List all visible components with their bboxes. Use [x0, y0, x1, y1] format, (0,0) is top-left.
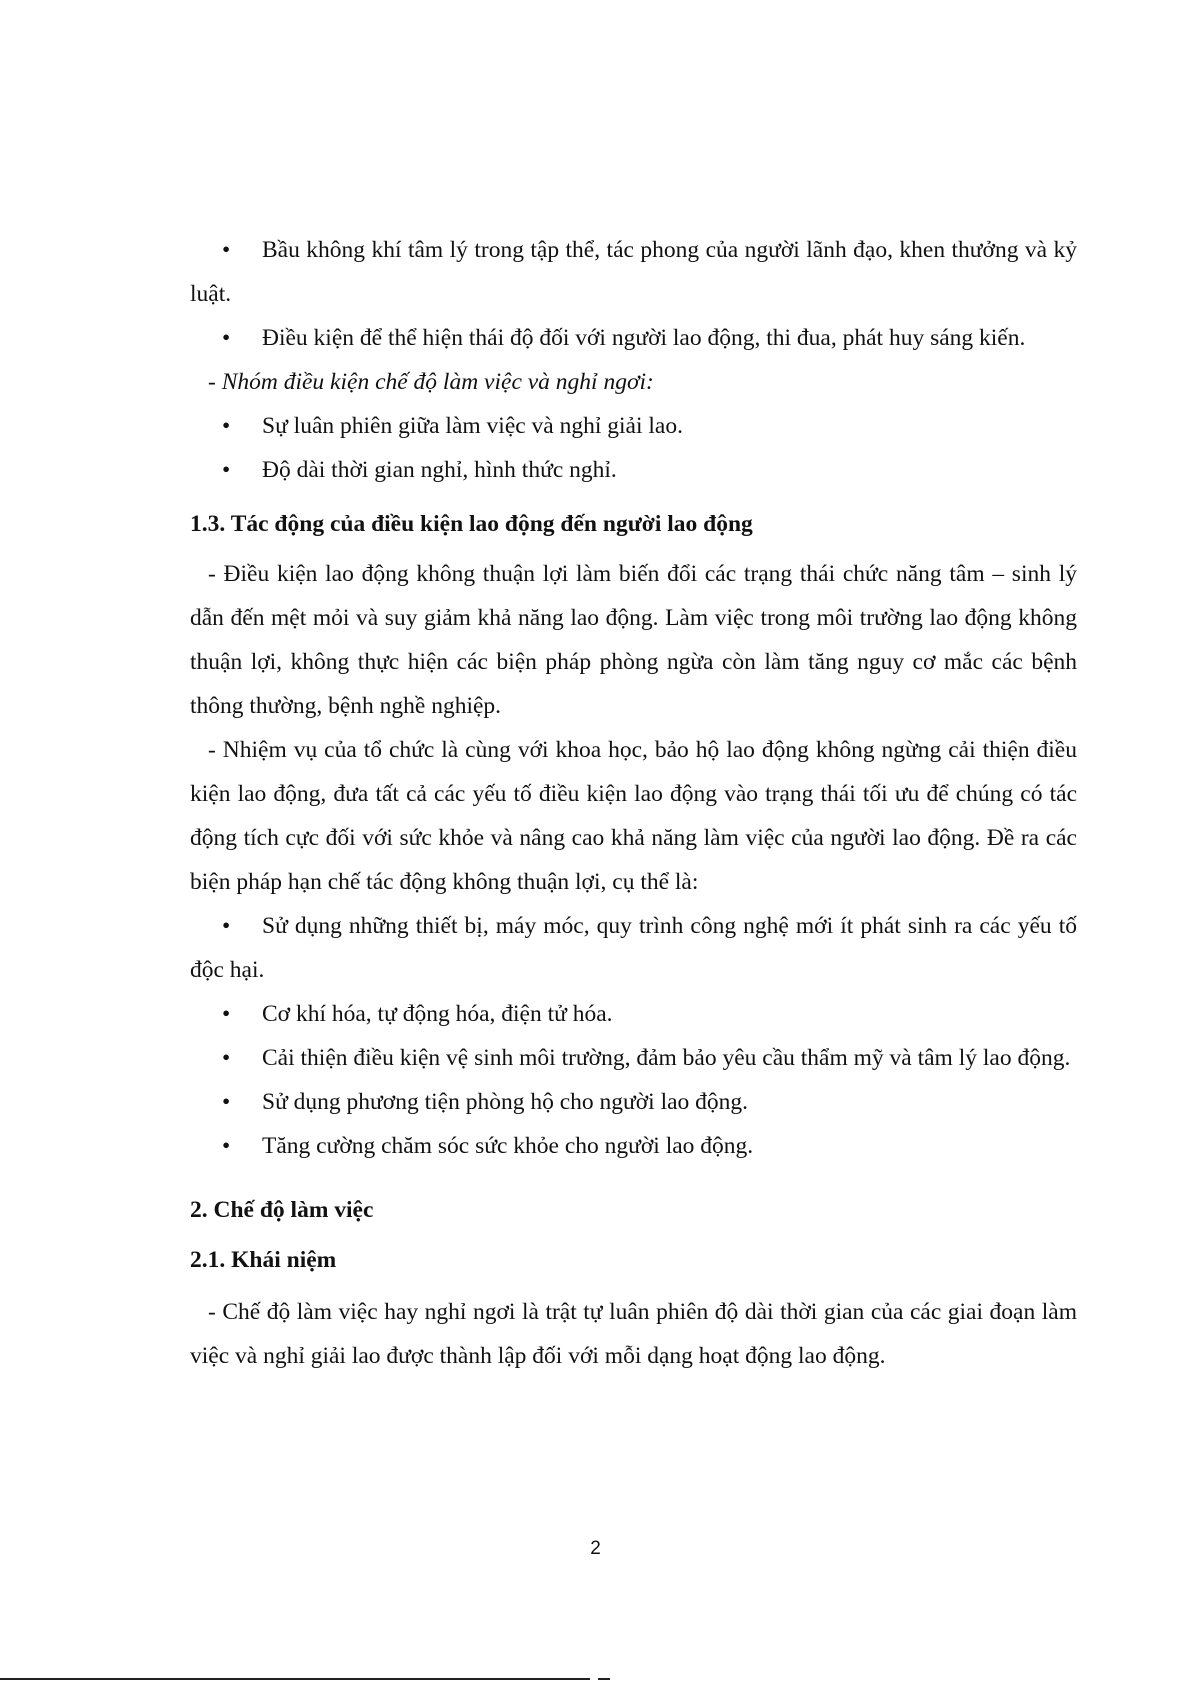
bullet-icon: •: [222, 325, 231, 351]
paragraph: - Điều kiện lao động không thuận lợi làm biến đổi các trạng thái chức năng tâm – sinh lý dẫn đến mệt mỏi và suy giảm khả năng lao động. Làm việc trong môi trường lao động không thuận lợi, không thực hiện các biện pháp phòng ngừa còn làm tăng nguy cơ mắc các bệnh thông thường, bệnh nghề nghiệp.: [190, 561, 1077, 719]
list-item: [190, 904, 1077, 992]
list-item: [190, 992, 1077, 1036]
paragraph: - Nhiệm vụ của tổ chức là cùng với khoa học, bảo hộ lao động không ngừng cải thiện điều kiện lao động, đưa tất cả các yếu tố điều kiện lao động vào trạng thái tối ưu để chúng có tác động tích cực đối với sức khỏe và nâng cao khả năng làm việc của người lao động. Đề ra các biện pháp hạn chế tác động không thuận lợi, cụ thể là:: [190, 737, 1077, 895]
bullet-icon: •: [222, 457, 231, 483]
section-heading-2-1: 2.1. Khái niệm: [190, 1247, 337, 1273]
list-item-text: Cơ khí hóa, tự động hóa, điện tử hóa.: [262, 1001, 613, 1027]
section-heading-2: 2. Chế độ làm việc: [190, 1197, 374, 1223]
paragraph: - Chế độ làm việc hay nghỉ ngơi là trật tự luân phiên độ dài thời gian của các giai đoạn làm việc và nghỉ giải lao được thành lập đối với mỗi dạng hoạt động lao động.: [190, 1299, 1077, 1369]
list-item-text: Cải thiện điều kiện vệ sinh môi trường, đảm bảo yêu cầu thẩm mỹ và tâm lý lao động.: [262, 1045, 1071, 1071]
bullet-icon: •: [222, 913, 231, 939]
group-label-rest: - Nhóm điều kiện chế độ làm việc và nghỉ ngơi:: [208, 369, 654, 395]
list-item-text: Sử dụng những thiết bị, máy móc, quy trình công nghệ mới ít phát sinh ra các yếu tố độc hại.: [190, 913, 1077, 983]
list-item: [190, 448, 1077, 492]
list-item: [190, 1124, 1077, 1168]
list-item: [190, 228, 1077, 316]
bullet-icon: •: [222, 1001, 231, 1027]
page-content: [190, 228, 1077, 1378]
bullet-icon: •: [222, 1045, 231, 1071]
bullet-icon: •: [222, 413, 231, 439]
list-item: [190, 1036, 1077, 1080]
footer-rule-mark: [598, 1678, 610, 1680]
bullet-icon: •: [222, 1089, 231, 1115]
list-item: [190, 316, 1077, 360]
bullet-icon: •: [222, 237, 231, 263]
footer-rule: [0, 1678, 590, 1680]
section-heading-1-3: 1.3. Tác động của điều kiện lao động đến người lao động: [190, 511, 753, 537]
list-item-text: Bầu không khí tâm lý trong tập thể, tác phong của người lãnh đạo, khen thưởng và kỷ luật.: [190, 237, 1077, 307]
bullet-icon: •: [222, 1133, 231, 1159]
list-item-text: Điều kiện để thể hiện thái độ đối với người lao động, thi đua, phát huy sáng kiến.: [262, 325, 1026, 351]
list-item-text: Sử dụng phương tiện phòng hộ cho người lao động.: [262, 1089, 749, 1115]
list-item-text: Tăng cường chăm sóc sức khỏe cho người lao động.: [262, 1133, 754, 1159]
list-item-text: Độ dài thời gian nghỉ, hình thức nghỉ.: [262, 457, 617, 483]
list-item: [190, 1080, 1077, 1124]
list-item: [190, 404, 1077, 448]
list-item-text: Sự luân phiên giữa làm việc và nghỉ giải lao.: [262, 413, 683, 439]
page-number: 2: [590, 1538, 601, 1559]
